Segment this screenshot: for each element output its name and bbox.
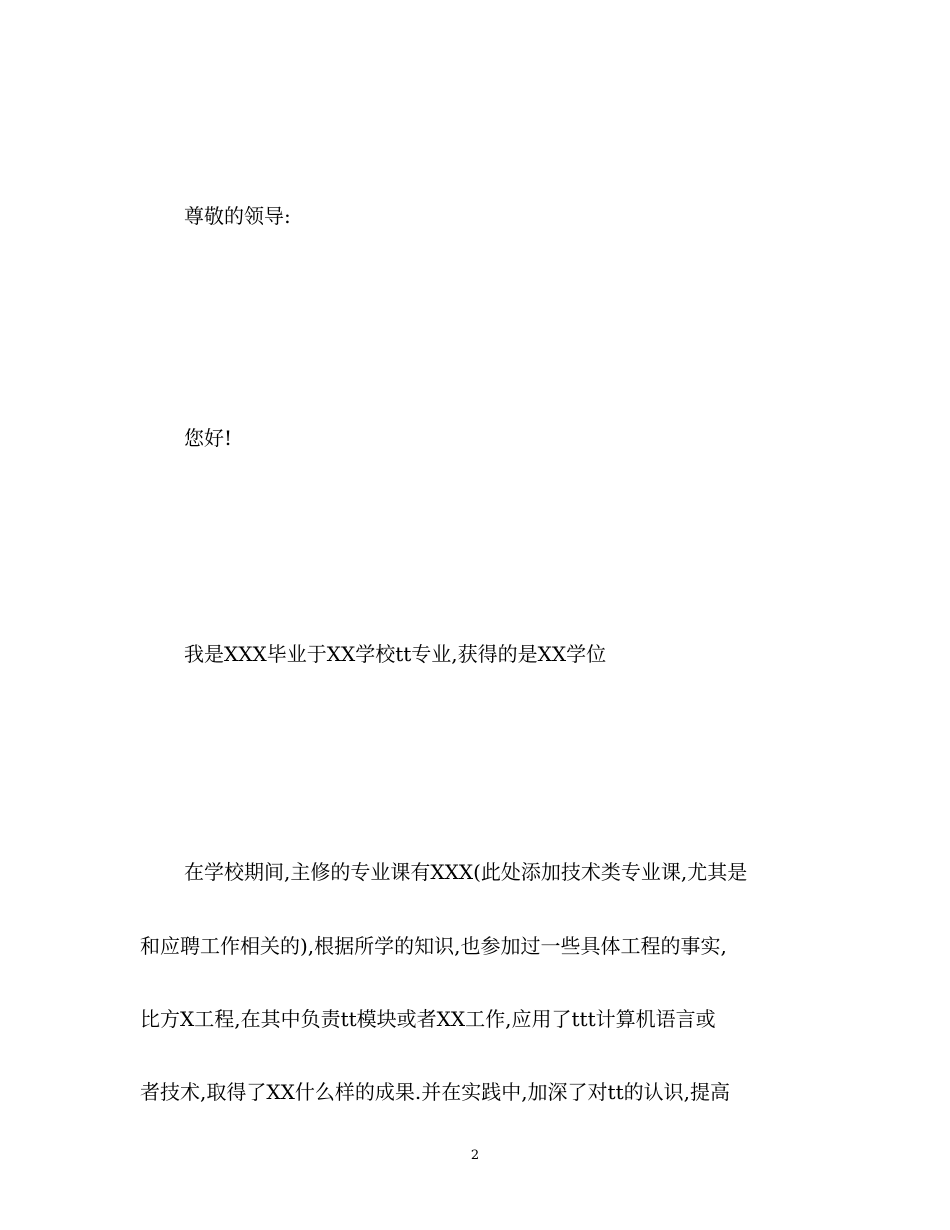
salutation: 尊敬的领导: <box>184 204 291 228</box>
paragraph-line: 和应聘工作相关的),根据所学的知识,也参加过一些具体工程的事实, <box>140 934 727 958</box>
paragraph-line: 在学校期间,主修的专业课有XXX(此处添加技术类专业课,尤其是 <box>184 860 748 884</box>
paragraph-line: 比方X工程,在其中负责tt模块或者XX工作,应用了ttt计算机语言或 <box>140 1007 716 1031</box>
paragraph-line: 者技术,取得了XX什么样的成果.并在实践中,加深了对tt的认识,提高 <box>140 1080 730 1104</box>
page-number: 2 <box>470 1148 480 1163</box>
intro-sentence: 我是XXX毕业于XX学校tt专业,获得的是XX学位 <box>184 642 607 666</box>
greeting: 您好! <box>184 426 233 450</box>
